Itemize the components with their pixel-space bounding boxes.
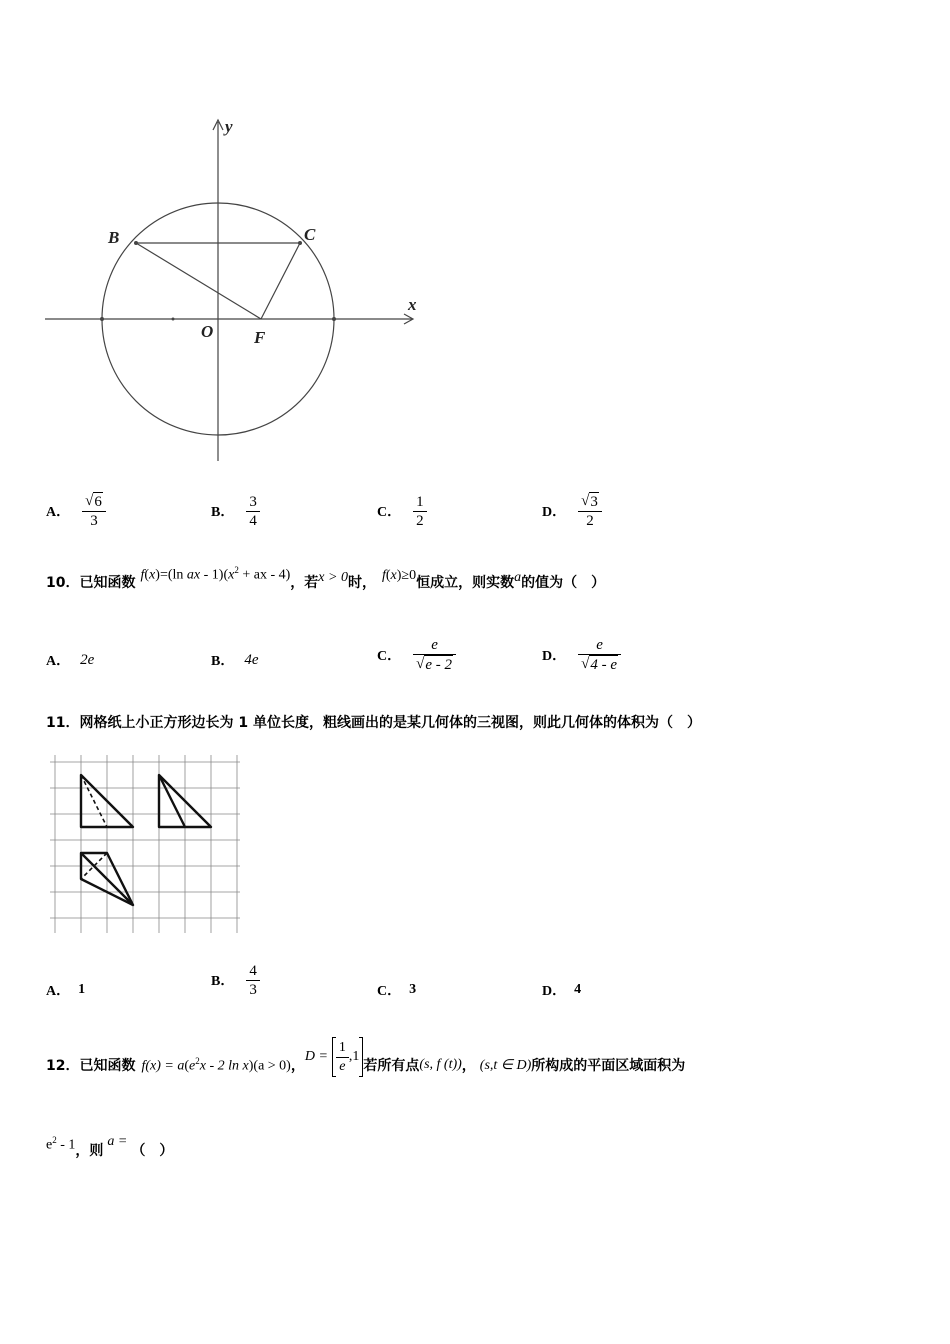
q11-option-a[interactable]: A． 1 xyxy=(46,982,86,999)
q9-option-a[interactable] xyxy=(46,484,106,538)
question-number: 10． xyxy=(46,575,80,591)
point: (s, f (t)) xyxy=(419,1057,462,1072)
question-number: 11． xyxy=(46,715,80,731)
q10-option-a[interactable]: A． 2e xyxy=(46,651,95,669)
variable: a = xyxy=(107,1134,128,1149)
question-number: 12． xyxy=(46,1058,80,1074)
x-axis-label: x xyxy=(408,295,417,314)
question-12: 12． 已知函数 $f(x) = a(e^2x - 2$ ln x)(a > 0) ， D = $\frac{1}{e}$ ,1 若所有点 (s, f (t)) ， (s,t ∈ D) 所构成的平面区域面积为 xyxy=(46,1040,685,1090)
q11-option-d[interactable]: D． 4 xyxy=(542,982,582,999)
question-text: 网格纸上小正方形边长为 1 单位长度，粗线画出的是某几何体的三视图，则此几何体的体积为（ ） xyxy=(79,715,701,731)
point-f-label: F xyxy=(254,328,266,347)
question-11 xyxy=(46,712,701,732)
question-12-line2: $e^2 - 1$ ，则 a = （ ） xyxy=(46,1134,174,1159)
q10-option-b[interactable]: B． 4e xyxy=(211,651,259,669)
q9-option-d[interactable] xyxy=(542,484,602,538)
option-value: $\frac{3}{4}$ xyxy=(246,493,260,530)
three-view-grid-figure xyxy=(50,755,245,937)
condition: x > 0 xyxy=(318,570,348,585)
option-label: A． xyxy=(46,505,71,520)
sqrt-symbol: √ 3 xyxy=(581,493,598,510)
question-10: 10． 已知函数 f(x)=(ln ax - $1)(x^2$ + ax - 4) ，若 x > 0 时， f(x)≥0 恒成立，则实数 a 的值为（ ） xyxy=(46,565,606,591)
circle-x-intercept-right xyxy=(332,317,336,321)
circle-x-intercept-left xyxy=(100,317,104,321)
sqrt-symbol: √ 6 xyxy=(85,493,102,510)
option-label: B． xyxy=(211,505,235,520)
function-definition: $f(x) = a(e^2x - 2$ ln x)(a > 0) xyxy=(141,1055,291,1074)
focus-left-point xyxy=(172,318,175,321)
area-value: $e^2 - 1$ xyxy=(46,1135,76,1153)
origin-label: O xyxy=(201,322,214,341)
option-label: C． xyxy=(377,505,402,520)
segment-bf xyxy=(136,243,261,319)
y-axis-label: y xyxy=(225,117,233,136)
domain-definition: D = $\frac{1}{e}$ ,1 xyxy=(305,1037,364,1077)
point-b-label: B xyxy=(108,228,120,247)
point-c-label: C xyxy=(304,225,316,244)
circle-triangle-figure xyxy=(40,110,430,470)
option-value: √ 6 3 xyxy=(82,492,106,530)
inequality: f(x)≥0 xyxy=(381,568,417,583)
q10-option-c[interactable]: C． e √ e - 2 xyxy=(377,628,456,682)
q9-option-c[interactable] xyxy=(377,484,427,538)
q9-option-b[interactable] xyxy=(211,484,260,538)
option-value: √ 3 2 xyxy=(578,492,602,530)
point-c-dot xyxy=(298,241,302,245)
question-text: 已知函数 xyxy=(79,575,136,591)
q10-option-d[interactable]: D． e √ 4 - e xyxy=(542,628,621,682)
segment-cf xyxy=(261,243,300,319)
point-b-dot xyxy=(134,241,138,245)
q11-option-c[interactable]: C． 3 xyxy=(377,982,417,999)
condition: (s,t ∈ D) xyxy=(479,1057,532,1073)
question-text: 已知函数 xyxy=(79,1058,136,1074)
q11-option-b[interactable]: B． $\frac{4}{3}$ xyxy=(211,953,260,1007)
variable: a xyxy=(514,570,522,585)
option-label: D． xyxy=(542,505,567,520)
function-definition: f(x)=(ln ax - $1)(x^2$ + ax - 4) xyxy=(140,565,291,583)
option-value: $\frac{1}{2}$ xyxy=(413,493,427,530)
